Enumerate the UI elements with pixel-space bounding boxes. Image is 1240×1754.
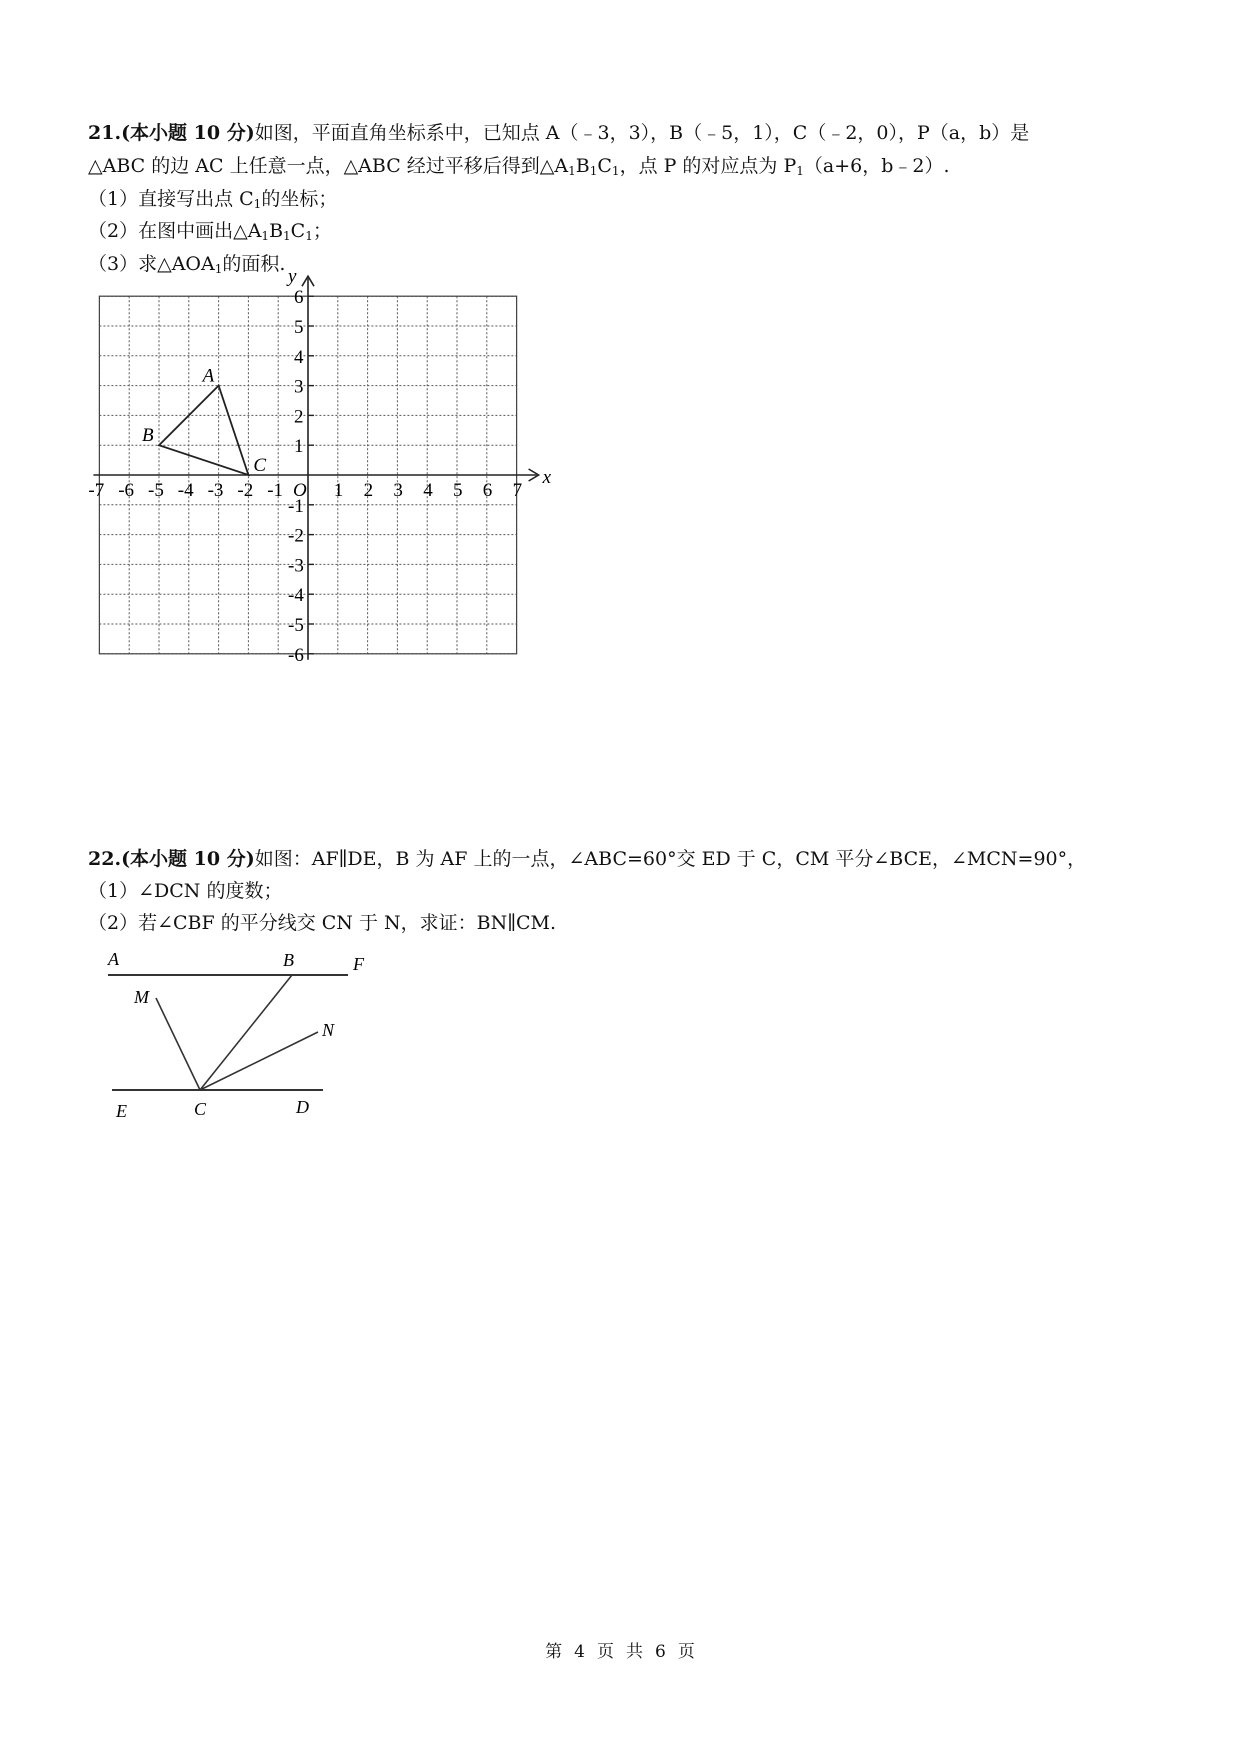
q21-part2-b: B: [269, 220, 284, 242]
label-d: D: [296, 1097, 309, 1117]
sub-1: 1: [611, 164, 620, 178]
y-tick-label: 3: [294, 376, 304, 398]
q21-stem-text: 如图，平面直角坐标系中，已知点 A（﹣3，3），B（﹣5，1），C（﹣2，0），P（a，b）是: [254, 122, 1030, 144]
x-tick-label: -7: [88, 480, 105, 501]
label-n: N: [322, 1020, 335, 1040]
x-tick-label: 1: [333, 480, 344, 501]
sub-1: 1: [568, 164, 576, 178]
sub-1: 1: [796, 164, 804, 178]
q21-stem2-e: （a+6，b﹣2）.: [803, 155, 950, 177]
q21-stem2-b: B: [575, 155, 590, 177]
y-tick-label: 6: [294, 287, 304, 309]
footer-di: 第: [545, 1642, 563, 1662]
q21-part3-b: 的面积.: [222, 253, 286, 275]
y-tick-label: -5: [288, 615, 304, 636]
q21-stem2-d: ，点 P 的对应点为 P: [619, 155, 797, 177]
q21-points: (本小题 10 分): [121, 122, 255, 144]
triangle-outline: [159, 386, 248, 475]
x-tick-label: 2: [363, 480, 374, 501]
q21-part1: [88, 186, 337, 212]
q21-part2-a: （2）在图中画出△A: [88, 220, 262, 242]
q22-stem-text: 如图：AF∥DE，B 为 AF 上的一点，∠ABC=60°交 ED 于 C，CM 平分∠BCE，∠MCN=90°，: [254, 848, 1087, 870]
q22-stem: [88, 846, 1086, 872]
footer-ye: 页: [597, 1642, 614, 1662]
y-tick-label: -2: [288, 525, 304, 547]
q21-part1-a: （1）直接写出点 C: [88, 188, 254, 210]
x-tick-label: -3: [207, 480, 224, 501]
y-tick-label: 4: [294, 346, 304, 368]
x-tick-label: 4: [423, 480, 433, 501]
footer-ye2: 页: [677, 1642, 695, 1662]
segment-cm: [156, 998, 200, 1090]
point-label-b: B: [142, 425, 154, 447]
y-tick-label: 5: [294, 317, 304, 338]
q21-number: 21.: [88, 122, 122, 144]
footer-total-pages: 6: [655, 1642, 666, 1662]
label-e: E: [116, 1101, 127, 1121]
q21-stem2-a: △ABC 的边 AC 上任意一点，△ABC 经过平移后得到△A: [88, 155, 569, 177]
axes: [93, 266, 551, 660]
sub-1: 1: [253, 197, 262, 211]
x-tick-label: -2: [237, 480, 254, 501]
q21-part2-c: C: [290, 220, 306, 242]
x-tick-label: 7: [512, 480, 523, 501]
y-tick-label: -3: [288, 555, 304, 577]
label-b: B: [283, 950, 294, 970]
segment-cb: [200, 975, 292, 1090]
coordinate-grid-figure: [88, 266, 615, 728]
segment-cn: [200, 1032, 318, 1090]
q21-part2-d: ；: [312, 220, 332, 242]
x-tick-label: -5: [148, 480, 164, 501]
x-tick-label: 5: [453, 480, 463, 501]
q22-part2: （2）若∠CBF 的平分线交 CN 于 N，求证：BN∥CM.: [88, 912, 557, 934]
sub-1: 1: [214, 262, 223, 276]
origin-label: O: [293, 480, 307, 501]
q21-part3: [88, 251, 285, 277]
sub-1: 1: [305, 229, 313, 243]
q22-points: (本小题 10 分): [121, 848, 255, 870]
point-label-c: C: [253, 455, 267, 476]
x-tick-label: -1: [267, 480, 284, 501]
q21-stem2-c: C: [597, 155, 612, 177]
q21-part2: [88, 218, 332, 244]
label-c: C: [194, 1099, 207, 1119]
x-tick-label: -4: [177, 480, 194, 501]
y-tick-label: -1: [288, 495, 304, 517]
x-tick-label: 3: [393, 480, 403, 501]
footer-page-number: 4: [574, 1642, 585, 1662]
q21-part1-b: 的坐标；: [261, 188, 338, 210]
y-tick-label: 2: [294, 406, 304, 428]
q21-part3-a: （3）求△AOA: [88, 253, 215, 275]
x-tick-label: -6: [118, 480, 135, 501]
page-footer: [0, 1637, 1240, 1662]
q22-part1: （1）∠DCN 的度数；: [88, 880, 283, 902]
sub-1: 1: [283, 229, 291, 243]
sub-1: 1: [589, 164, 598, 178]
y-axis-label: y: [288, 266, 297, 288]
point-label-a: A: [202, 365, 215, 387]
footer-gong: 共: [626, 1642, 643, 1662]
q22-number: 22.: [88, 848, 122, 870]
y-tick-label: -4: [288, 585, 304, 607]
label-f: F: [353, 954, 364, 974]
x-tick-label: 6: [482, 480, 493, 501]
triangle-abc: [142, 366, 266, 476]
y-tick-label: -6: [288, 644, 304, 666]
parallel-lines-figure: [100, 945, 380, 1125]
q21-stem-line1: [88, 120, 1029, 146]
label-a: A: [108, 949, 119, 969]
y-tick-label: 1: [294, 436, 304, 458]
q21-stem-line2: [88, 153, 950, 179]
sub-1: 1: [261, 229, 270, 243]
x-axis-label: x: [542, 467, 552, 488]
label-m: M: [134, 987, 149, 1007]
